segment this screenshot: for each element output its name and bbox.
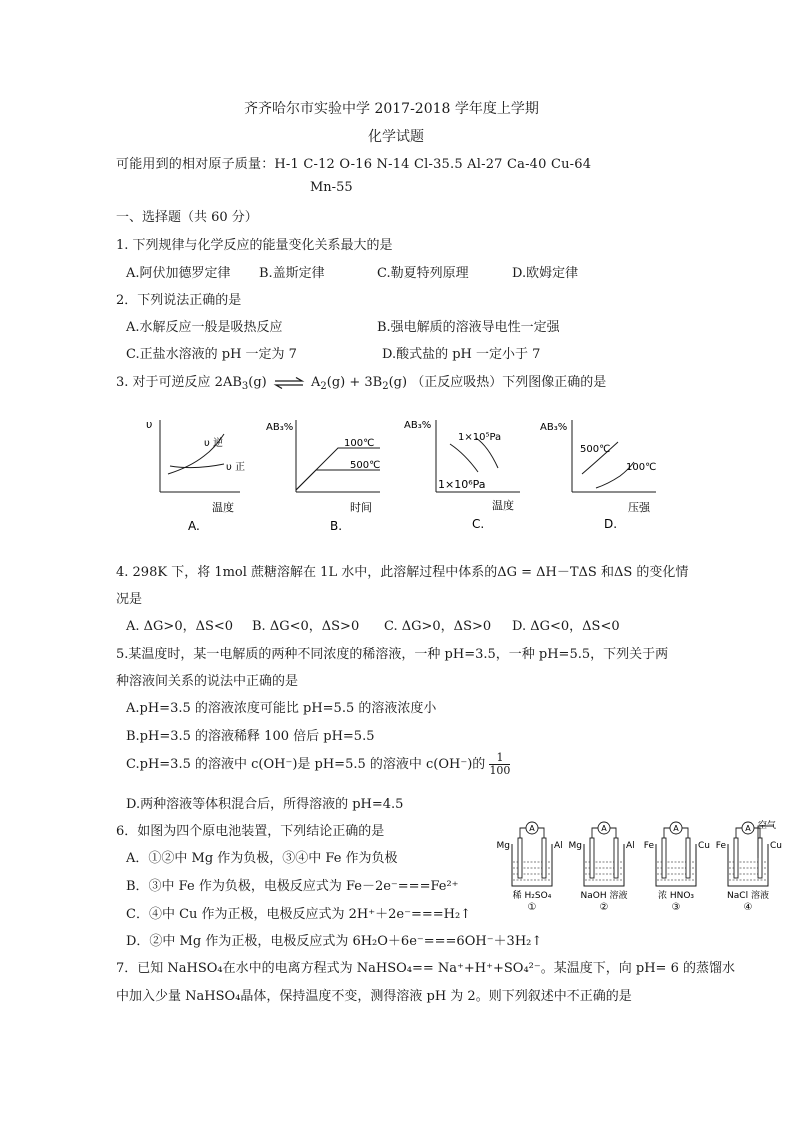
q6-stem: 6．如图为四个原电池装置，下列结论正确的是 (116, 824, 385, 839)
cell-3-ammeter-label: A (673, 824, 679, 833)
q2-option-b: B.强电解质的溶液导电性一定强 (377, 320, 560, 335)
q4-option-d: D. ΔG<0，ΔS<0 (512, 619, 620, 634)
graph-a (146, 418, 245, 533)
cell-4-ammeter-label: A (745, 824, 751, 833)
graph-b-500c-curve (296, 470, 380, 490)
q2-option-c: C.正盐水溶液的 pH 一定为 7 (126, 347, 297, 362)
q4-option-b: B. ΔG<0，ΔS>0 (252, 619, 360, 634)
cell-4-left-electrode (734, 838, 738, 878)
q5-stem-line2: 种溶液间关系的说法中正确的是 (116, 674, 299, 689)
q6-option-b: B．③中 Fe 作为负极，电极反应式为 Fe－2e⁻===Fe²⁺ (126, 879, 459, 894)
graph-a-forward-curve (170, 464, 224, 468)
graph-d-caption: D. (604, 517, 618, 531)
cell-4-solution: NaCl 溶液 (727, 891, 769, 901)
graph-c-xlabel: 温度 (492, 499, 514, 512)
graph-d-xlabel: 压强 (628, 501, 650, 514)
cell-2-right-label: Al (626, 841, 635, 851)
cell-3-right-label: Cu (698, 841, 710, 851)
graph-c-caption: C. (472, 517, 485, 531)
graph-a-line1: υ 逆 (204, 438, 223, 449)
graph-b (266, 420, 380, 533)
cell-2-solution: NaOH 溶液 (580, 891, 628, 901)
q5-stem-line1: 5.某温度时，某一电解质的两种不同浓度的稀溶液，一种 pH=3.5，一种 pH=5.5，下列关于两 (116, 647, 669, 662)
cell-1-left-label: Mg (496, 841, 510, 851)
cell-1-ammeter-label: A (529, 824, 535, 833)
cell-4-number: ④ (743, 902, 753, 913)
q7-line1: 7．已知 NaHSO₄在水中的电离方程式为 NaHSO₄== Na⁺+H⁺+SO₄²⁻。某温度下，向 pH= 6 的蒸馏水 (116, 961, 735, 976)
cell-3-number: ③ (671, 902, 681, 913)
q1-option-a: A.阿伏加德罗定律 (126, 266, 231, 281)
graph-a-line2: υ 正 (226, 462, 245, 473)
graph-b-xlabel: 时间 (350, 501, 372, 514)
graph-c-ylabel: AB₃% (404, 420, 432, 431)
q5-option-a: A.pH=3.5 的溶液浓度可能比 pH=5.5 的溶液浓度小 (126, 701, 437, 716)
cell-4-right-label: Cu (770, 841, 782, 851)
graph-b-line2: 500℃ (350, 460, 381, 471)
graph-b-ylabel: AB₃% (266, 422, 294, 433)
q6-option-c: C．④中 Cu 作为正极，电极反应式为 2H⁺＋2e⁻===H₂↑ (126, 907, 472, 922)
q6-option-a: A．①②中 Mg 作为负极，③④中 Fe 作为负极 (126, 851, 398, 866)
cell-2-ammeter-label: A (601, 824, 607, 833)
cell-2-right-electrode (614, 838, 618, 878)
cell-3-solution: 浓 HNO₃ (657, 891, 695, 901)
air-label: 空气 (758, 821, 777, 831)
q3-stem: 3. 对于可逆反应 $2AB_3(g) A_2(g) + 3B_2(g)$ （正反应吸热）下列图像正确的是 (116, 375, 607, 392)
subject-title: 化学试题 (368, 129, 424, 145)
q4-option-a: A. ΔG>0，ΔS<0 (126, 619, 234, 634)
graph-c-line1: 1×10⁵Pa (458, 432, 502, 443)
graph-b-line1: 100℃ (344, 438, 375, 449)
graph-c (404, 420, 520, 531)
cell-1-right-electrode (542, 838, 546, 878)
cell-1-solution: 稀 H₂SO₄ (512, 891, 552, 901)
cell-2-left-electrode (590, 838, 594, 878)
graph-d-line1: 500℃ (580, 444, 611, 455)
q2-option-d: D.酸式盐的 pH 一定小于 7 (382, 347, 541, 362)
graph-a-caption: A. (188, 519, 200, 533)
atomic-masses-cont: Mn-55 (310, 180, 353, 195)
cell-1-left-electrode (518, 838, 522, 878)
q7-line2: 中加入少量 NaHSO₄晶体，保持温度不变，测得溶液 pH 为 2。则下列叙述中不正确的是 (116, 989, 632, 1004)
atomic-masses: 可能用到的相对原子质量：H-1 C-12 O-16 N-14 Cl-35.5 Al-27 Ca-40 Cu-64 (116, 157, 592, 172)
cell-2-number: ② (599, 902, 609, 913)
q5-fraction: $\frac{1}{100}$ (489, 751, 511, 777)
q5-option-b: B.pH=3.5 的溶液稀释 100 倍后 pH=5.5 (126, 729, 375, 744)
graph-d (540, 420, 656, 531)
q2-stem: 2．下列说法正确的是 (116, 293, 242, 308)
q1-option-d: D.欧姆定律 (512, 266, 579, 281)
graph-c-1e5-curve (450, 444, 478, 472)
cell-4-left-label: Fe (715, 841, 726, 851)
graph-d-ylabel: AB₃% (540, 422, 568, 433)
q1-option-b: B.盖斯定律 (259, 266, 325, 281)
q6-option-d: D．②中 Mg 作为正极，电极反应式为 6H₂O＋6e⁻===6OH⁻＋3H₂↑ (126, 934, 543, 949)
cell-1-right-label: Al (554, 841, 563, 851)
graph-d-line2: 100℃ (626, 462, 657, 473)
q5-option-d: D.两种溶液等体积混合后，所得溶液的 pH=4.5 (126, 797, 404, 812)
q4-stem-line1: 4. 298K 下，将 1mol 蔗糖溶解在 1L 水中，此溶解过程中体系的ΔG = ΔH－TΔS 和ΔS 的变化情 (116, 565, 689, 580)
q1-stem: 1. 下列规律与化学反应的能量变化关系最大的是 (116, 238, 393, 253)
graph-a-ylabel: υ (146, 418, 153, 431)
graph-b-caption: B. (330, 519, 343, 533)
cell-4-right-electrode (758, 838, 762, 878)
equilibrium-arrow-icon (274, 377, 304, 389)
galvanic-cells-diagram (490, 820, 782, 920)
cell-1-number: ① (527, 902, 537, 913)
section-heading: 一、选择题（共 60 分） (116, 210, 258, 225)
cell-3-right-electrode (686, 838, 690, 878)
q1-option-c: C.勒夏特列原理 (377, 266, 469, 281)
cell-3-left-label: Fe (643, 841, 654, 851)
cell-3-left-electrode (662, 838, 666, 878)
q2-option-a: A.水解反应一般是吸热反应 (126, 320, 283, 335)
q3-graphs (140, 412, 660, 537)
q4-stem-line2: 况是 (116, 592, 143, 607)
q5-option-c: C.pH=3.5 的溶液中 c(OH⁻)是 pH=5.5 的溶液中 c(OH⁻)的 $\frac{1}{100}$ (126, 751, 511, 777)
cell-2-left-label: Mg (568, 841, 582, 851)
school-title: 齐齐哈尔市实验中学 2017-2018 学年度上学期 (244, 101, 539, 117)
graph-c-line2: 1×10⁶Pa (438, 478, 486, 491)
q4-option-c: C. ΔG>0，ΔS>0 (384, 619, 492, 634)
graph-a-xlabel: 温度 (212, 501, 234, 514)
